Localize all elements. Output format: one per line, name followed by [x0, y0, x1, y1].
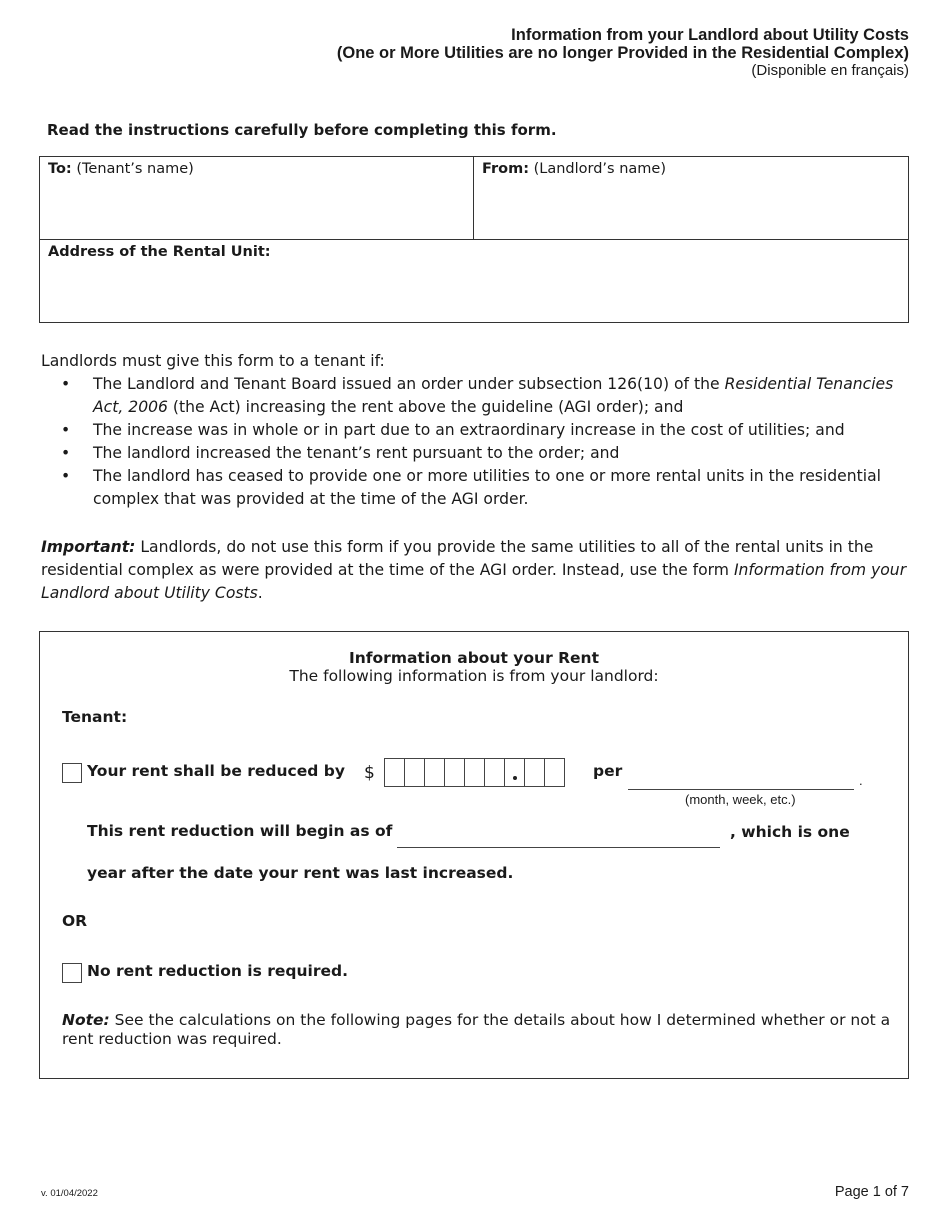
note-label: Note: — [62, 1011, 110, 1029]
reduction-amount-input[interactable] — [385, 758, 565, 787]
form-title: Information from your Landlord about Utility Costs — [511, 26, 909, 44]
instructions-heading: Read the instructions carefully before completing this form. — [47, 121, 557, 139]
important-text: Landlords, do not use this form if you provide the same utilities to all of the rental units in the residential complex as were provided at the time of the AGI order. Instead, use the form — [41, 538, 874, 579]
landlord-name-field[interactable] — [474, 157, 908, 239]
list-item: • The Landlord and Tenant Board issued an order under subsection 126(10) of the Residential Tenancies Act, 2006 (the Act) increasing the rent above the guideline (AGI order); and — [61, 375, 894, 416]
referenced-form-name: Information from your Landlord about Utility Costs — [41, 561, 907, 602]
no-reduction-label: No rent reduction is required. — [87, 962, 348, 980]
form-header — [337, 26, 909, 79]
form-version: v. 01/04/2022 — [41, 1188, 98, 1199]
bullet-3-text: The landlord increased the tenant’s rent pursuant to the order; and — [93, 444, 620, 462]
begin-date-label: This rent reduction will begin as of — [87, 822, 393, 840]
to-label: To: — [48, 161, 72, 177]
list-item: • The increase was in whole or in part due to an extraordinary increase in the cost of utilities; and — [61, 421, 845, 439]
note-text: See the calculations on the following pages for the details about how I determined whether or not a rent reduction was required. — [62, 1011, 891, 1048]
tenant-name-field[interactable] — [40, 157, 474, 239]
begin-date-input[interactable] — [397, 830, 720, 848]
list-item: • The landlord has ceased to provide one or more utilities to one or more rental units in the residential complex that was provided at the time of the AGI order. — [61, 467, 881, 508]
address-label: Address of the Rental Unit: — [48, 244, 271, 260]
important-label: Important: — [41, 538, 136, 556]
list-item: • The landlord increased the tenant’s rent pursuant to the order; and — [61, 444, 620, 462]
period-hint: (month, week, etc.) — [685, 792, 796, 807]
begin-date-suffix: , which is one — [730, 823, 850, 841]
important-note — [41, 536, 911, 605]
rent-section-title: Information about your Rent — [348, 649, 599, 667]
parties-table — [39, 156, 909, 323]
period-input[interactable] — [628, 772, 854, 790]
per-label: per — [593, 762, 623, 780]
rent-information-box — [39, 631, 909, 1079]
form-subtitle: (One or More Utilities are no longer Provided in the Residential Complex) — [336, 44, 909, 62]
rent-note — [62, 1011, 902, 1049]
from-hint: (Landlord’s name) — [533, 161, 666, 177]
french-availability: (Disponible en français) — [751, 62, 909, 79]
page-number: Page 1 of 7 — [834, 1184, 909, 1200]
no-reduction-checkbox[interactable] — [62, 963, 82, 983]
intro-text: Landlords must give this form to a tenant if: — [41, 352, 385, 370]
currency-symbol: $ — [364, 763, 375, 783]
period-end-dot: . — [859, 773, 863, 788]
or-label: OR — [62, 912, 88, 930]
year-after-text: year after the date your rent was last increased. — [87, 864, 514, 882]
rent-reduced-checkbox[interactable] — [62, 763, 82, 783]
rental-address-field[interactable] — [40, 240, 908, 264]
conditions-list — [41, 373, 911, 511]
bullet-2-text: The increase was in whole or in part due to an extraordinary increase in the cost of utilities; and — [93, 421, 845, 439]
tenant-label: Tenant: — [62, 708, 128, 726]
bullet-4-text: The landlord has ceased to provide one or more utilities to one or more rental units in the residential complex that was provided at the time of the AGI order. — [93, 467, 881, 508]
important-text-end: . — [257, 584, 263, 602]
rent-section-subtitle: The following information is from your landlord: — [289, 667, 659, 685]
bullet-1-text-end: (the Act) increasing the rent above the guideline (AGI order); and — [167, 398, 684, 416]
to-hint: (Tenant’s name) — [76, 161, 194, 177]
bullet-1-text: The Landlord and Tenant Board issued an order under subsection 126(10) of the — [93, 375, 725, 393]
rent-reduced-label: Your rent shall be reduced by — [87, 762, 345, 780]
act-name: Residential Tenancies Act, 2006 — [93, 375, 894, 416]
from-label: From: — [482, 161, 529, 177]
